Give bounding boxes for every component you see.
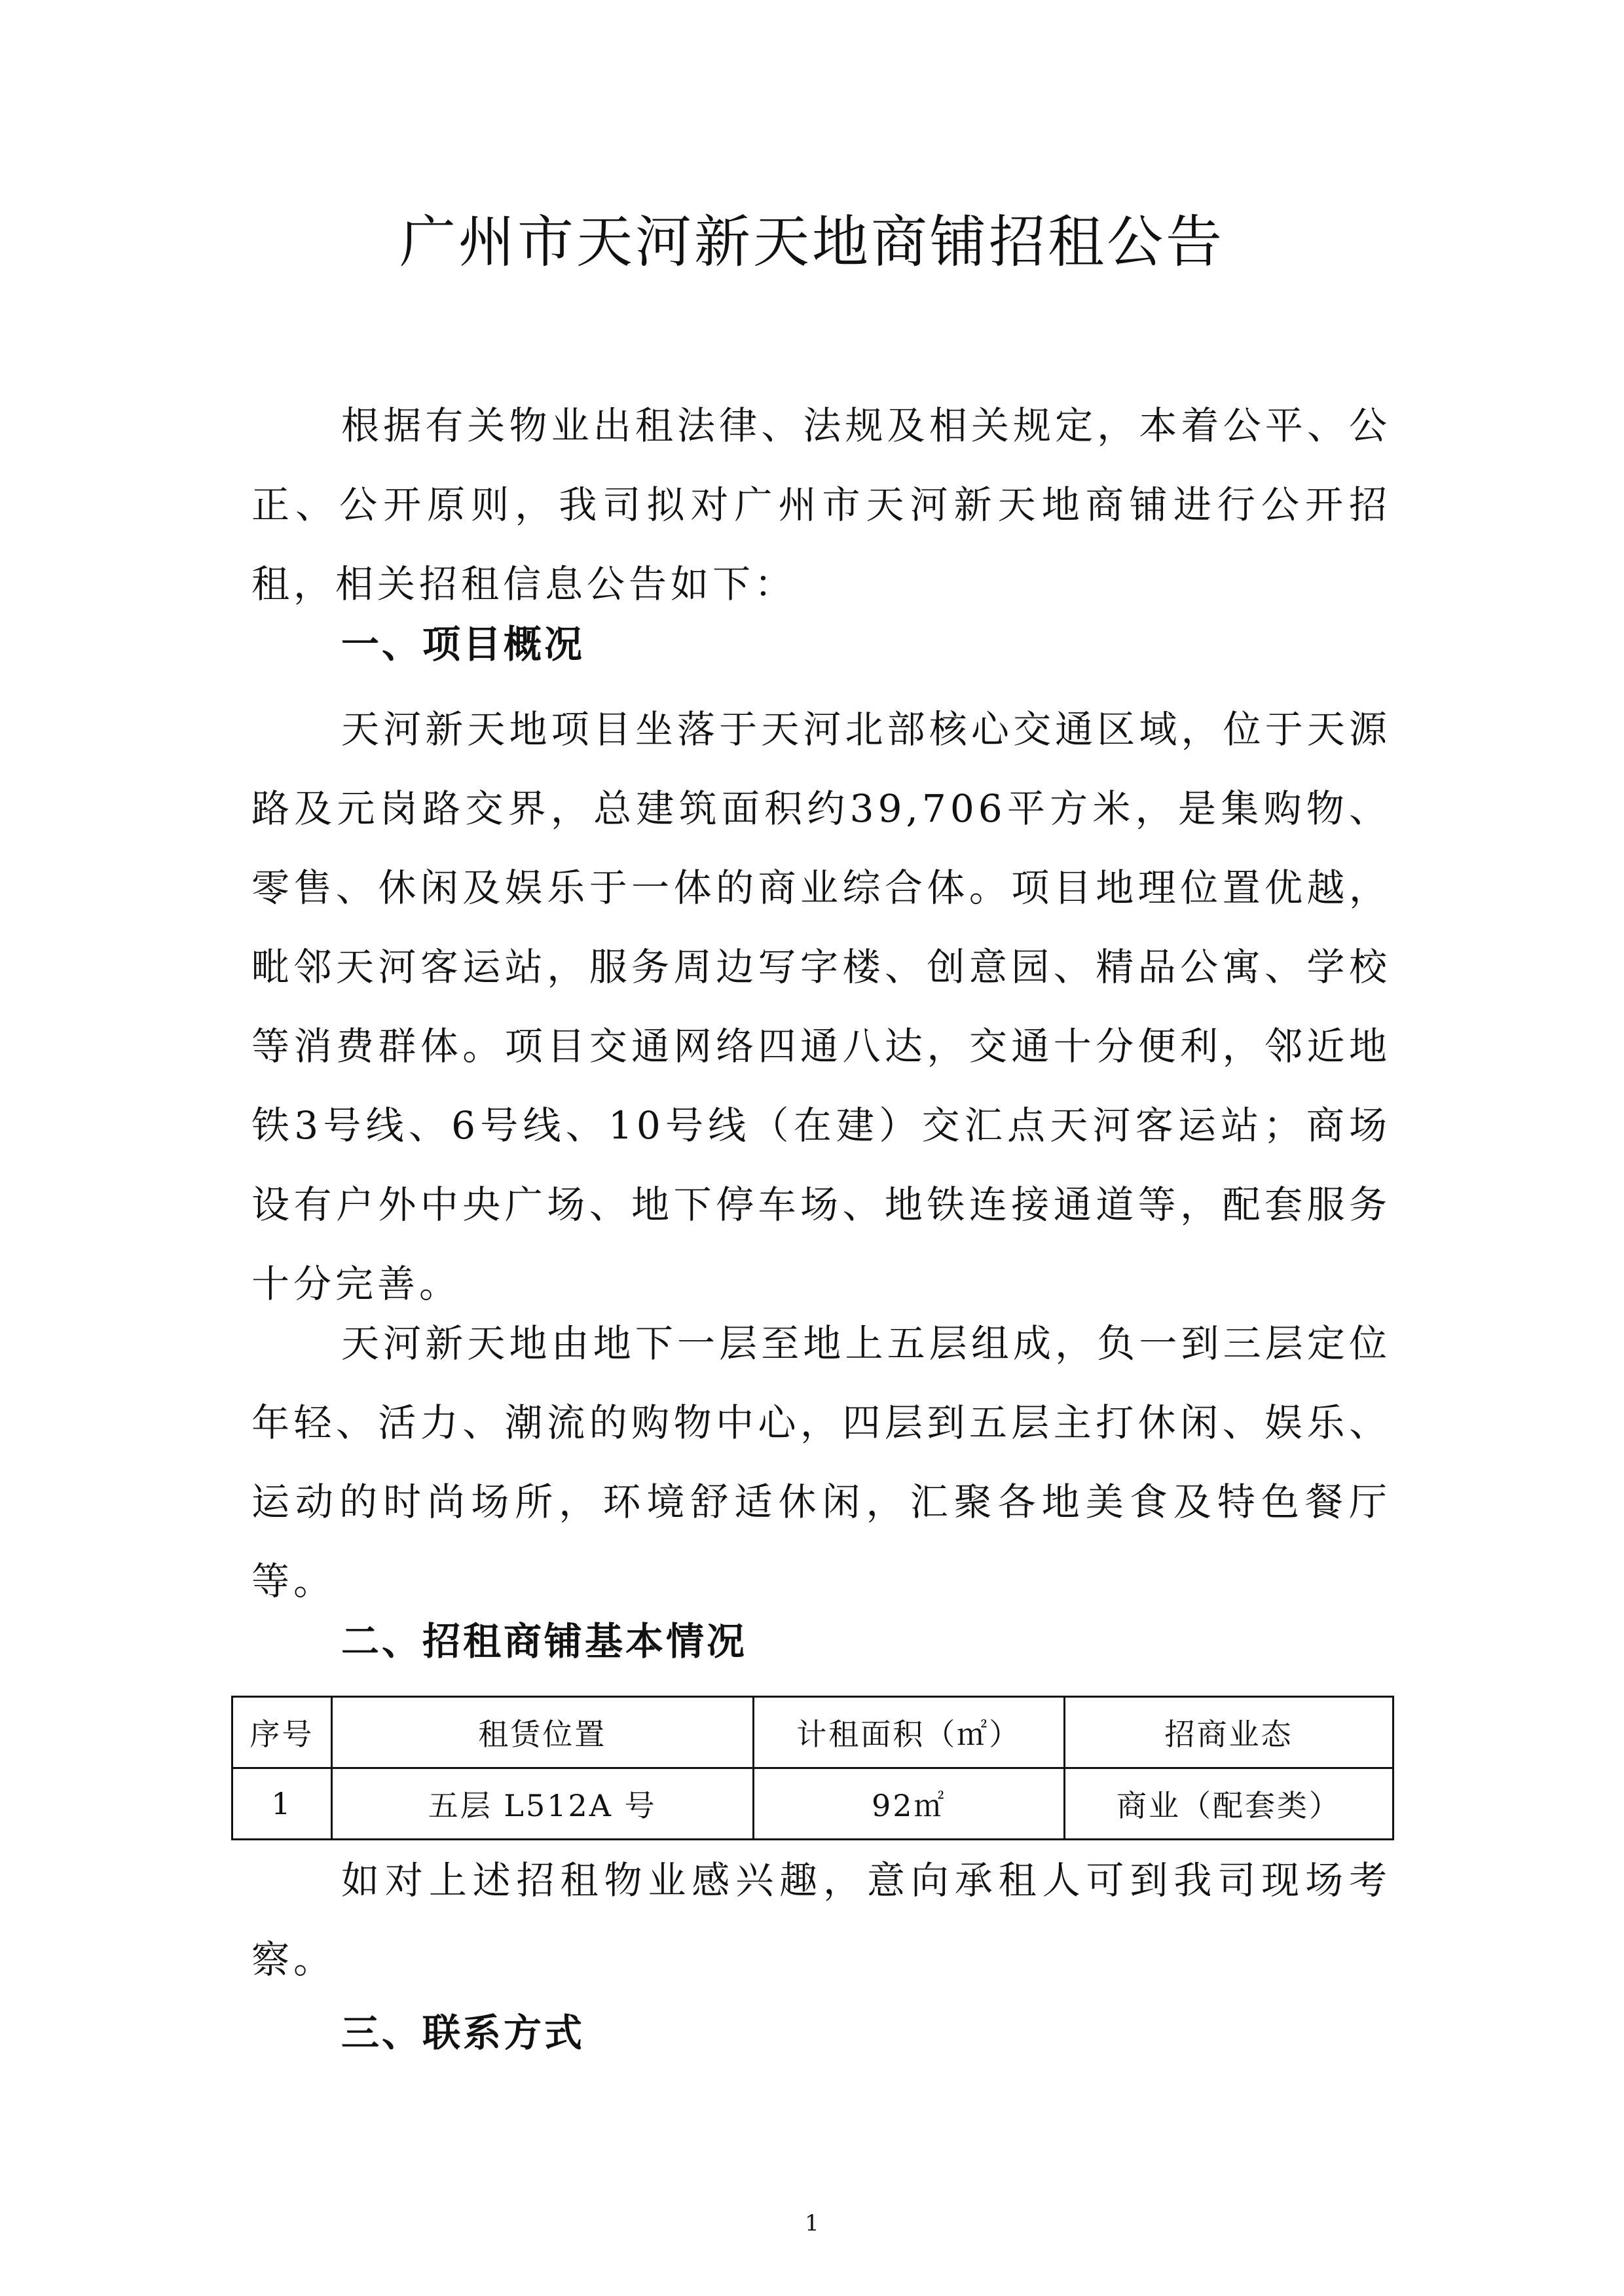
table-cell: 商业（配套类）	[1064, 1768, 1393, 1840]
table-cell: 92㎡	[753, 1768, 1064, 1840]
intro-paragraph: 根据有关物业出租法律、法规及相关规定，本着公平、公正、公开原则，我司拟对广州市天河新天地商铺进行公开招租，相关招租信息公告如下：	[251, 403, 1391, 606]
table-header-cell: 招商业态	[1064, 1697, 1393, 1768]
table-cell: 五层 L512A 号	[331, 1768, 753, 1840]
section-3-heading: 三、联系方式	[341, 2011, 585, 2055]
table-header-cell: 租赁位置	[331, 1697, 753, 1768]
section-2-heading: 二、招租商铺基本情况	[341, 1619, 748, 1664]
table-header-row	[232, 1697, 1393, 1768]
table-cell: 1	[232, 1768, 332, 1840]
table-header-cell: 序号	[232, 1697, 332, 1768]
page-number: 1	[805, 2210, 819, 2236]
section-1-paragraph-2: 天河新天地由地下一层至地上五层组成，负一到三层定位年轻、活力、潮流的购物中心，四层到五层主打休闲、娱乐、运动的时尚场所，环境舒适休闲，汇聚各地美食及特色餐厅等。	[251, 1321, 1391, 1603]
after-table-paragraph: 如对上述招租物业感兴趣，意向承租人可到我司现场考察。	[251, 1858, 1391, 1982]
page-title: 广州市天河新天地商铺招租公告	[399, 210, 1225, 275]
shop-table	[231, 1696, 1394, 1840]
section-1-paragraph-1: 天河新天地项目坐落于天河北部核心交通区域，位于天源路及元岗路交界，总建筑面积约39,706平方米，是集购物、零售、休闲及娱乐于一体的商业综合体。项目地理位置优越，毗邻天河客运站，服务周边写字楼、创意园、精品公寓、学校等消费群体。项目交通网络四通八达，交通十分便利，邻近地铁3号线、6号线、10号线（在建）交汇点天河客运站；商场设有户外中央广场、地下停车场、地铁连接通道等，配套服务十分完善。	[251, 707, 1391, 1306]
table-header-cell: 计租面积（㎡）	[753, 1697, 1064, 1768]
section-1-heading: 一、项目概况	[341, 622, 585, 666]
table-row	[232, 1768, 1393, 1840]
